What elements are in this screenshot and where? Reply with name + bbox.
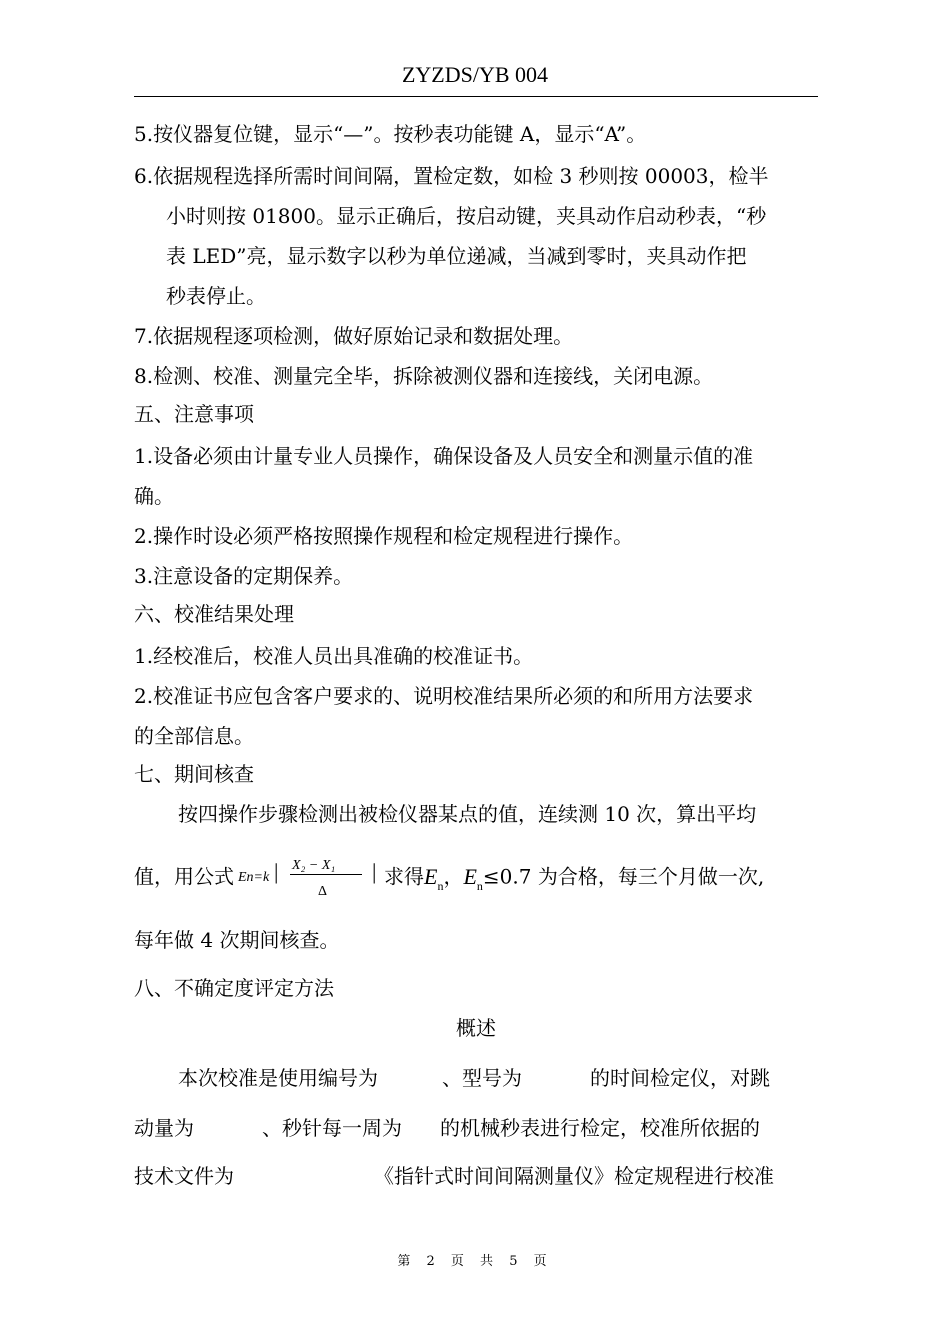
formula-fraction-line — [290, 874, 362, 875]
section-7-para-line-2: 值，用公式 En=k | X₂ − X₁ Δ | 求得$E_n$，$E_n\le 0.7$ 为合格，每三个月做一次, — [134, 858, 818, 902]
section-7-para-line-3: 每年做 4 次期间核查。 — [134, 928, 340, 952]
en-formula — [234, 858, 384, 898]
formula-suffix: ≤0.7 为合格，每三个月做一次, — [482, 864, 765, 889]
header-rule — [134, 96, 818, 97]
overview-line-2-b: 、秒针每一周为 — [262, 1116, 402, 1140]
formula-en-k: En=k — [238, 870, 270, 885]
section-5-item-1-line-2: 确。 — [134, 484, 174, 508]
overview-title: 概述 — [456, 1016, 496, 1040]
step-6-line-1: 6.依据规程选择所需时间间隔，置检定数，如检 3 秒则按 00003，检半 — [134, 164, 769, 188]
formula-abs-left: | — [274, 859, 279, 884]
overview-line-1-c: 的时间检定仪，对跳 — [590, 1066, 770, 1090]
overview-line-2-a: 动量为 — [134, 1116, 194, 1140]
overview-line-1-b: 、型号为 — [442, 1066, 522, 1090]
step-5: 5.按仪器复位键，显示“—”。按秒表功能键 A，显示“A”。 — [134, 122, 647, 146]
formula-denominator: Δ — [318, 884, 328, 899]
step-8: 8.检测、校准、测量完全毕，拆除被测仪器和连接线，关闭电源。 — [134, 364, 714, 388]
section-5-item-1-line-1: 1.设备必须由计量专业人员操作，确保设备及人员安全和测量示值的准 — [134, 444, 754, 468]
step-6-line-3: 表 LED”亮，显示数字以秒为单位递减，当减到零时，夹具动作把 — [166, 244, 747, 268]
formula-mid-text: 求得 — [384, 864, 424, 889]
section-7-title: 七、期间核查 — [134, 762, 254, 786]
document-code-header: ZYZDS/YB 004 — [401, 62, 549, 87]
section-7-para-line-1: 按四操作步骤检测出被检仪器某点的值，连续测 10 次，算出平均 — [178, 802, 757, 826]
en-symbol-2: $E_n$ — [463, 863, 483, 893]
section-6-item-1: 1.经校准后，校准人员出具准确的校准证书。 — [134, 644, 534, 668]
section-8-title: 八、不确定度评定方法 — [134, 976, 334, 1000]
formula-prefix: 值，用公式 — [134, 864, 234, 889]
section-6-title: 六、校准结果处理 — [134, 602, 294, 626]
formula-abs-right: | — [372, 859, 377, 884]
step-7: 7.依据规程逐项检测，做好原始记录和数据处理。 — [134, 324, 574, 348]
overview-line-3-a: 技术文件为 — [134, 1164, 234, 1188]
overview-line-2 — [134, 1116, 818, 1140]
en-symbol: $E_n$ — [424, 863, 444, 893]
overview-line-1 — [178, 1066, 818, 1090]
section-6-item-2-line-2: 的全部信息。 — [134, 724, 254, 748]
overview-line-3-b: 《指针式时间间隔测量仪》检定规程进行校准 — [374, 1164, 774, 1188]
overview-line-1-a: 本次校准是使用编号为 — [178, 1066, 378, 1090]
section-5-item-2: 2.操作时设必须严格按照操作规程和检定规程进行操作。 — [134, 524, 634, 548]
formula-numerator: X₂ − X₁ — [292, 858, 336, 873]
overview-line-3 — [134, 1164, 818, 1188]
step-6-line-2: 小时则按 01800。显示正确后，按启动键，夹具动作启动秒表，“秒 — [166, 204, 767, 228]
page-number-footer: 第 2 页 共 5 页 — [397, 1254, 553, 1269]
section-5-item-3: 3.注意设备的定期保养。 — [134, 564, 354, 588]
section-5-title: 五、注意事项 — [134, 402, 254, 426]
section-6-item-2-line-1: 2.校准证书应包含客户要求的、说明校准结果所必须的和所用方法要求 — [134, 684, 754, 708]
step-6-line-4: 秒表停止。 — [166, 284, 266, 308]
overview-line-2-c: 的机械秒表进行检定，校准所依据的 — [440, 1116, 760, 1140]
